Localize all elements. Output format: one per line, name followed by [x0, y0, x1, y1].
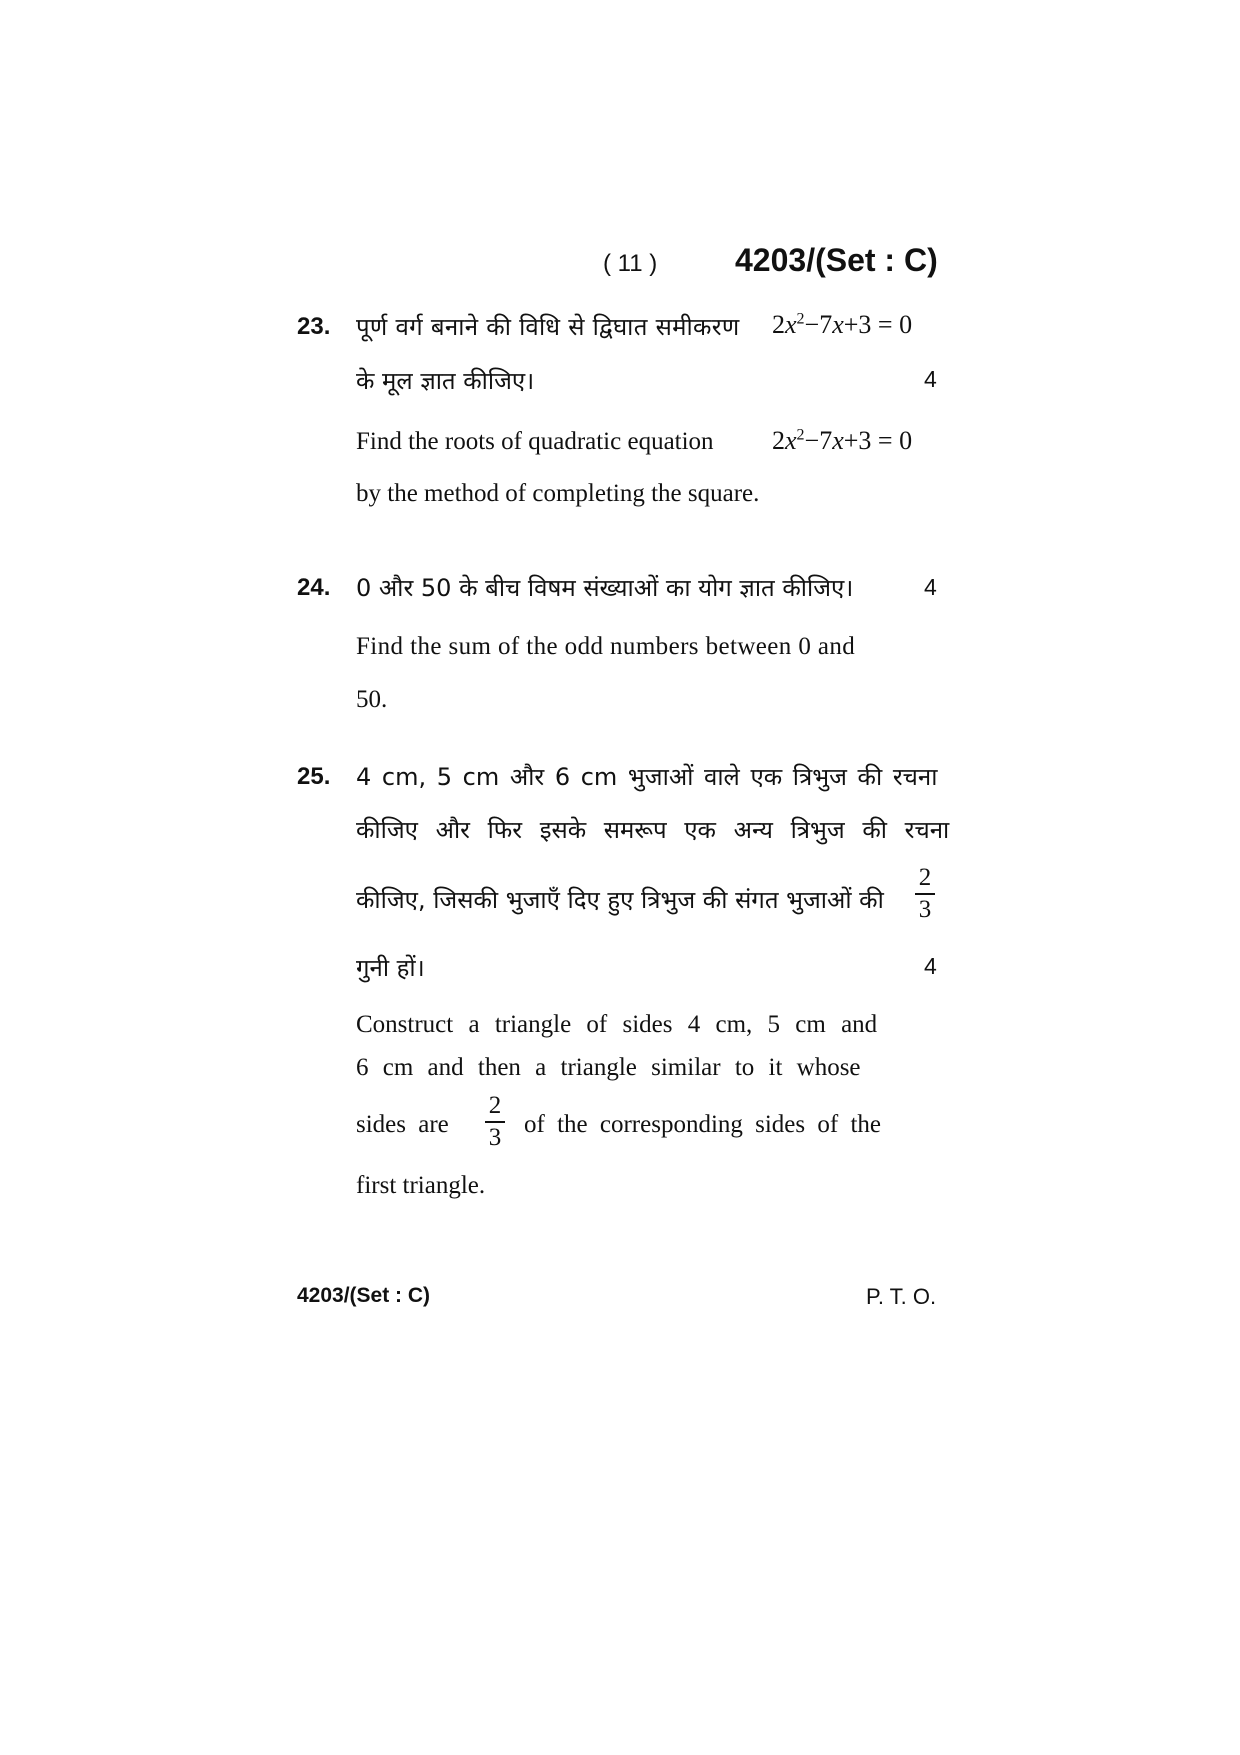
paper-code-footer: 4203/(Set : C) [297, 1284, 431, 1307]
please-turn-over: P. T. O. [866, 1284, 937, 1309]
fraction-two-thirds-hindi: 2 3 [913, 864, 937, 924]
question-25-hindi-line3: कीजिए, जिसकी भुजाएँ दिए हुए त्रिभुज की संगत भुजाओं की [356, 886, 884, 914]
question-23-english-line2: by the method of completing the square. [356, 480, 760, 507]
fraction-two-thirds-english: 2 3 [483, 1092, 507, 1152]
question-25-hindi-line1: 4 cm, 5 cm और 6 cm भुजाओं वाले एक त्रिभुज की रचना [356, 763, 938, 791]
question-25-number: 25. [297, 763, 331, 790]
question-24-number: 24. [297, 574, 331, 601]
question-23-hindi-line1: पूर्ण वर्ग बनाने की विधि से द्विघात समीकरण [356, 313, 740, 341]
question-24-marks: 4 [924, 574, 937, 600]
question-23-equation-hindi: $2x^2-7x+3 = 0$ [772, 310, 913, 339]
question-25-english-line1: Construct a triangle of sides 4 cm, 5 cm and [356, 1011, 878, 1038]
question-23-english-line1: Find the roots of quadratic equation [356, 428, 714, 455]
question-23-number: 23. [297, 313, 331, 340]
question-25-hindi-line4: गुनी हों। [356, 954, 425, 982]
question-25-english-line2: 6 cm and then a triangle similar to it whose [356, 1054, 861, 1081]
question-24-english-line1: Find the sum of the odd numbers between 0 and [356, 633, 856, 660]
question-25-english-line3b: of the corresponding sides of the [524, 1111, 882, 1138]
question-23-marks: 4 [924, 366, 937, 392]
question-24-english-line2: 50. [356, 686, 388, 713]
page-number: ( 11 ) [603, 250, 658, 277]
question-23-hindi-line2: के मूल ज्ञात कीजिए। [356, 367, 535, 395]
question-25-hindi-line2: कीजिए और फिर इसके समरूप एक अन्य त्रिभुज की रचना [356, 816, 950, 844]
question-25-marks: 4 [924, 953, 937, 979]
question-23-equation-english: $2x^2-7x+3 = 0$ [772, 426, 913, 455]
question-25-english-line4: first triangle. [356, 1172, 486, 1199]
paper-code-header: 4203/(Set : C) [735, 242, 938, 278]
question-24-hindi-line1: 0 और 50 के बीच विषम संख्याओं का योग ज्ञात कीजिए। [356, 574, 854, 602]
question-25-english-line3a: sides are [356, 1111, 449, 1138]
